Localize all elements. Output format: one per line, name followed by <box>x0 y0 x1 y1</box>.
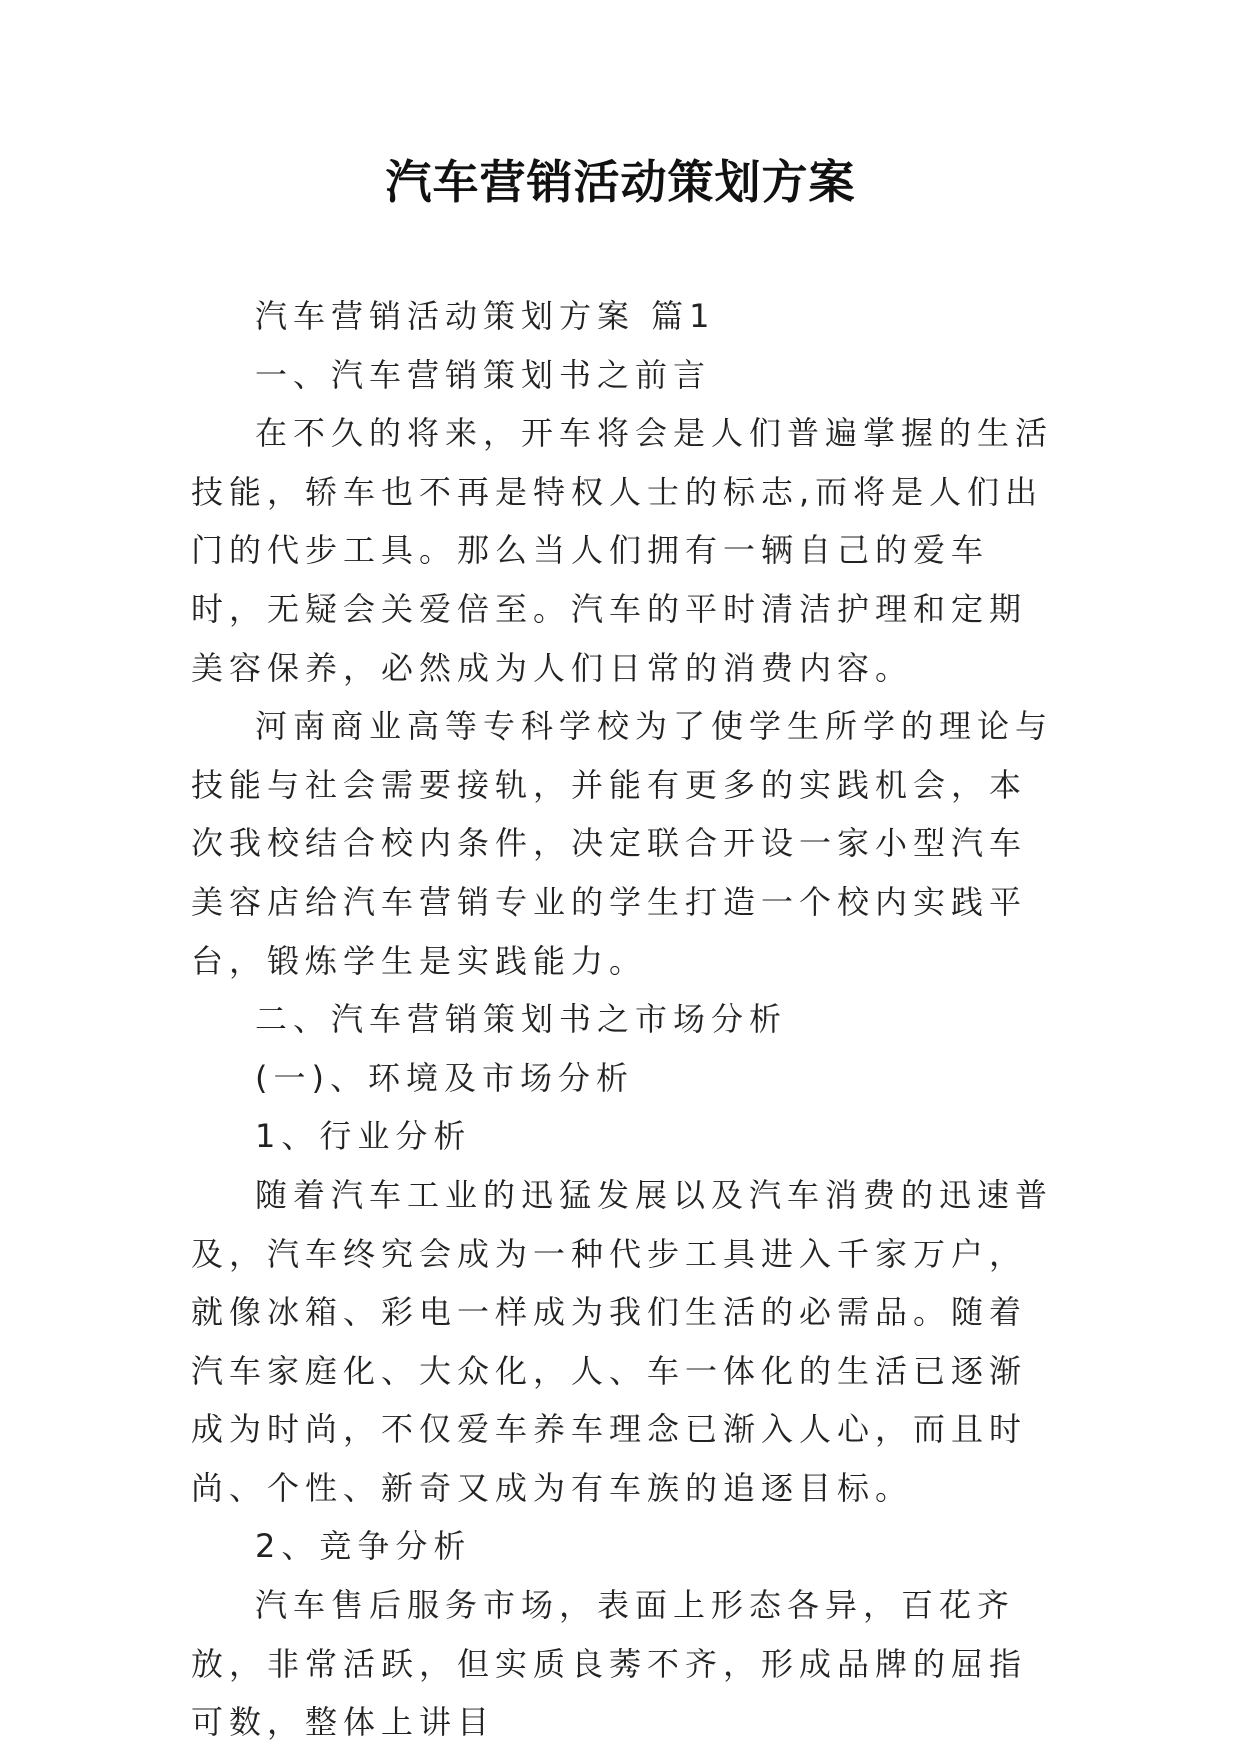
body-paragraph: 随着汽车工业的迅猛发展以及汽车消费的迅速普及，汽车终究会成为一种代步工具进入千家万户，就像冰箱、彩电一样成为我们生活的必需品。随着汽车家庭化、大众化，人、车一体化的生活已逐渐成为时尚，不仅爱车养车理念已渐入人心，而且时尚、个性、新奇又成为有车族的追逐目标。 <box>191 1175 1054 1507</box>
body-paragraph: 河南商业高等专科学校为了使学生所学的理论与技能与社会需要接轨，并能有更多的实践机会，本次我校结合校内条件，决定联合开设一家小型汽车美容店给汽车营销专业的学生打造一个校内实践平台，锻炼学生是实践能力。 <box>191 707 1054 980</box>
body-paragraph: 汽车售后服务市场，表面上形态各异，百花齐放，非常活跃，但实质良莠不齐，形成品牌的屈指可数，整体上讲目 <box>191 1586 1028 1742</box>
document-body <box>191 287 1061 1752</box>
section-heading: 二、汽车营销策划书之市场分析 <box>255 1000 788 1039</box>
section-heading: 汽车营销活动策划方案 篇1 <box>255 297 716 335</box>
body-paragraph: 在不久的将来，开车将会是人们普遍掌握的生活技能，轿车也不再是特权人士的标志,而将是人们出门的代步工具。那么当人们拥有一辆自己的爱车时，无疑会关爱倍至。汽车的平时清洁护理和定期美容保养，必然成为人们日常的消费内容。 <box>191 414 1054 687</box>
section-heading: 一、汽车营销策划书之前言 <box>255 355 712 394</box>
subsection-heading: 2、竞争分析 <box>255 1527 472 1566</box>
subsection-heading: 1、行业分析 <box>255 1117 472 1156</box>
document-title: 汽车营销活动策划方案 <box>385 155 856 209</box>
subsection-heading: (一)、环境及市场分析 <box>255 1058 634 1097</box>
